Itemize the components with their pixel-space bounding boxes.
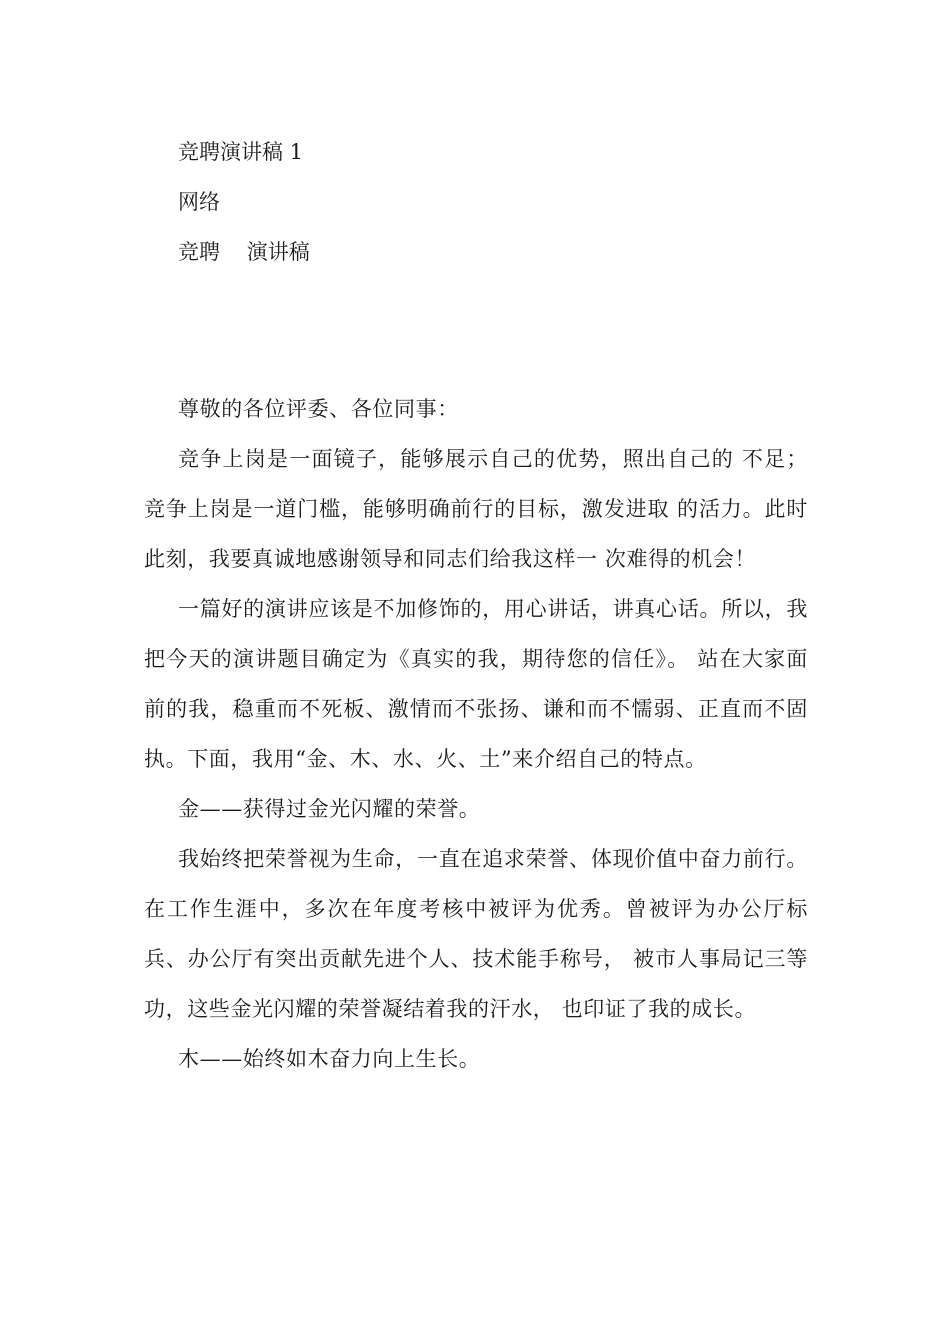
salutation: 尊敬的各位评委、各位同事： xyxy=(178,397,459,421)
document-header xyxy=(178,134,310,284)
document-category: 网络 xyxy=(178,190,220,214)
document-keywords: 竞聘 演讲稿 xyxy=(178,240,310,264)
paragraph-honors: 我始终把荣誉视为生命，一直在追求荣誉、体现价值中奋力前行。在工作生涯中，多次在年度考核中被评为优秀。曾被评为办公厅标兵、办公厅有突出贡献先进个人、技术能手称号， 被市人事局记三等功，这些金光闪耀的荣誉凝结着我的汗水， 也印证了我的成长。 xyxy=(144,847,808,1021)
section-heading-metal: 金——获得过金光闪耀的荣誉。 xyxy=(178,797,481,821)
paragraph-intro: 竞争上岗是一面镜子，能够展示自己的优势，照出自己的 不足；竞争上岗是一道门槛，能够明确前行的目标，激发进取 的活力。此时此刻，我要真诚地感谢领导和同志们给我这样一 次难得的机会！ xyxy=(144,447,808,571)
document-title: 竞聘演讲稿 1 xyxy=(178,140,304,164)
paragraph-speech-theme: 一篇好的演讲应该是不加修饰的，用心讲话，讲真心话。所以，我把今天的演讲题目确定为《真实的我，期待您的信任》。 站在大家面前的我，稳重而不死板、激情而不张扬、谦和而不懦弱、正直而不固执。下面，我用“金、木、水、火、土”来介绍自己的特点。 xyxy=(144,597,808,771)
section-heading-wood: 木——始终如木奋力向上生长。 xyxy=(178,1047,481,1071)
document-body xyxy=(144,384,808,1084)
